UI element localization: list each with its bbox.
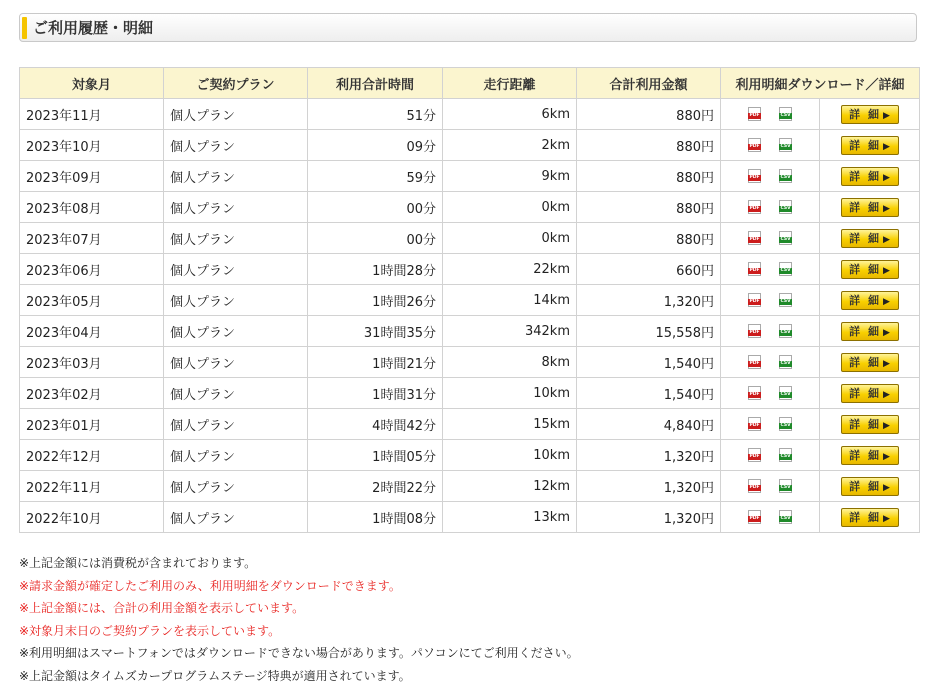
- csv-icon-label: CSV: [780, 516, 791, 521]
- cell-month: 2023年07月: [20, 223, 164, 254]
- cell-detail: [820, 440, 920, 471]
- table-row: [20, 99, 920, 130]
- cell-downloads: [721, 223, 820, 254]
- cell-detail: [820, 347, 920, 378]
- table-row: [20, 378, 920, 409]
- pdf-download-icon[interactable]: [748, 448, 761, 462]
- header-total-time: 利用合計時間: [308, 68, 443, 99]
- accent-bar: [22, 17, 27, 39]
- cell-amount: 1,540円: [577, 378, 721, 409]
- cell-downloads: [721, 285, 820, 316]
- cell-distance: 13km: [443, 502, 577, 533]
- cell-plan: 個人プラン: [164, 130, 308, 161]
- table-header-row: [20, 68, 920, 99]
- csv-icon-label: CSV: [780, 423, 791, 428]
- cell-plan: 個人プラン: [164, 316, 308, 347]
- cell-distance: 0km: [443, 223, 577, 254]
- table-row: [20, 223, 920, 254]
- cell-plan: 個人プラン: [164, 409, 308, 440]
- csv-icon-label: CSV: [780, 268, 791, 273]
- csv-icon-label: CSV: [780, 237, 791, 242]
- cell-amount: 1,320円: [577, 471, 721, 502]
- cell-distance: 12km: [443, 471, 577, 502]
- detail-button-label: 詳 細: [849, 510, 881, 524]
- cell-amount: 880円: [577, 192, 721, 223]
- arrow-right-icon: ▶: [882, 389, 890, 400]
- csv-icon-label: CSV: [780, 175, 791, 180]
- cell-plan: 個人プラン: [164, 285, 308, 316]
- csv-download-icon[interactable]: [779, 262, 792, 276]
- detail-button-label: 詳 細: [849, 293, 881, 307]
- cell-downloads: [721, 471, 820, 502]
- cell-plan: 個人プラン: [164, 192, 308, 223]
- cell-detail: [820, 192, 920, 223]
- cell-month: 2023年04月: [20, 316, 164, 347]
- csv-icon-label: CSV: [780, 206, 791, 211]
- csv-download-icon[interactable]: [779, 510, 792, 524]
- csv-icon-label: CSV: [780, 144, 791, 149]
- csv-download-icon[interactable]: [779, 293, 792, 307]
- cell-amount: 880円: [577, 99, 721, 130]
- cell-detail: [820, 378, 920, 409]
- arrow-right-icon: ▶: [882, 141, 890, 152]
- csv-icon-label: CSV: [780, 361, 791, 366]
- csv-download-icon[interactable]: [779, 107, 792, 121]
- cell-amount: 1,320円: [577, 502, 721, 533]
- cell-distance: 22km: [443, 254, 577, 285]
- pdf-icon-label: PDF: [749, 237, 760, 242]
- csv-icon-label: CSV: [780, 454, 791, 459]
- cell-plan: 個人プラン: [164, 378, 308, 409]
- detail-button[interactable]: [841, 384, 899, 403]
- detail-button[interactable]: [841, 291, 899, 310]
- detail-button-label: 詳 細: [849, 169, 881, 183]
- csv-icon-label: CSV: [780, 113, 791, 118]
- cell-detail: [820, 285, 920, 316]
- cell-month: 2023年05月: [20, 285, 164, 316]
- table-row: [20, 254, 920, 285]
- cell-plan: 個人プラン: [164, 99, 308, 130]
- cell-total-time: 1時間21分: [308, 347, 443, 378]
- cell-total-time: 00分: [308, 192, 443, 223]
- cell-downloads: [721, 316, 820, 347]
- cell-distance: 8km: [443, 347, 577, 378]
- cell-distance: 2km: [443, 130, 577, 161]
- cell-amount: 1,540円: [577, 347, 721, 378]
- cell-distance: 342km: [443, 316, 577, 347]
- csv-icon-label: CSV: [780, 299, 791, 304]
- cell-total-time: 1時間08分: [308, 502, 443, 533]
- cell-month: 2023年11月: [20, 99, 164, 130]
- cell-amount: 880円: [577, 130, 721, 161]
- arrow-right-icon: ▶: [882, 327, 890, 338]
- cell-amount: 4,840円: [577, 409, 721, 440]
- detail-button-label: 詳 細: [849, 355, 881, 369]
- cell-amount: 1,320円: [577, 440, 721, 471]
- cell-downloads: [721, 161, 820, 192]
- detail-button-label: 詳 細: [849, 448, 881, 462]
- cell-month: 2023年03月: [20, 347, 164, 378]
- pdf-icon-label: PDF: [749, 206, 760, 211]
- csv-download-icon[interactable]: [779, 169, 792, 183]
- cell-downloads: [721, 347, 820, 378]
- detail-button-label: 詳 細: [849, 262, 881, 276]
- pdf-icon-label: PDF: [749, 361, 760, 366]
- cell-total-time: 09分: [308, 130, 443, 161]
- detail-button-label: 詳 細: [849, 417, 881, 431]
- pdf-download-icon[interactable]: [748, 355, 761, 369]
- pdf-icon-label: PDF: [749, 144, 760, 149]
- cell-total-time: 2時間22分: [308, 471, 443, 502]
- detail-button[interactable]: [841, 167, 899, 186]
- cell-plan: 個人プラン: [164, 254, 308, 285]
- pdf-download-icon[interactable]: [748, 479, 761, 493]
- cell-plan: 個人プラン: [164, 471, 308, 502]
- detail-button[interactable]: [841, 105, 899, 124]
- pdf-download-icon[interactable]: [748, 293, 761, 307]
- pdf-download-icon[interactable]: [748, 138, 761, 152]
- pdf-icon-label: PDF: [749, 113, 760, 118]
- csv-download-icon[interactable]: [779, 200, 792, 214]
- csv-icon-label: CSV: [780, 485, 791, 490]
- cell-amount: 880円: [577, 223, 721, 254]
- arrow-right-icon: ▶: [882, 513, 890, 524]
- detail-button[interactable]: [841, 446, 899, 465]
- pdf-icon-label: PDF: [749, 330, 760, 335]
- detail-button-label: 詳 細: [849, 138, 881, 152]
- table-row: [20, 192, 920, 223]
- pdf-download-icon[interactable]: [748, 386, 761, 400]
- detail-button[interactable]: [841, 198, 899, 217]
- arrow-right-icon: ▶: [882, 358, 890, 369]
- cell-month: 2023年09月: [20, 161, 164, 192]
- header-total-amount: 合計利用金額: [577, 68, 721, 99]
- cell-amount: 15,558円: [577, 316, 721, 347]
- csv-download-icon[interactable]: [779, 138, 792, 152]
- cell-total-time: 59分: [308, 161, 443, 192]
- csv-download-icon[interactable]: [779, 231, 792, 245]
- header-download-detail: 利用明細ダウンロード／詳細: [721, 68, 920, 99]
- table-row: [20, 316, 920, 347]
- cell-total-time: 4時間42分: [308, 409, 443, 440]
- arrow-right-icon: ▶: [882, 234, 890, 245]
- cell-distance: 6km: [443, 99, 577, 130]
- cell-total-time: 1時間05分: [308, 440, 443, 471]
- note-line: ※請求金額が確定したご利用のみ、利用明細をダウンロードできます。: [19, 578, 401, 593]
- csv-icon-label: CSV: [780, 330, 791, 335]
- table-row: [20, 502, 920, 533]
- cell-distance: 0km: [443, 192, 577, 223]
- cell-total-time: 1時間26分: [308, 285, 443, 316]
- cell-detail: [820, 316, 920, 347]
- arrow-right-icon: ▶: [882, 172, 890, 183]
- csv-download-icon[interactable]: [779, 448, 792, 462]
- note-line: ※上記金額はタイムズカープログラムステージ特典が適用されています。: [19, 668, 411, 683]
- cell-downloads: [721, 130, 820, 161]
- pdf-icon-label: PDF: [749, 175, 760, 180]
- cell-month: 2023年06月: [20, 254, 164, 285]
- csv-icon-label: CSV: [780, 392, 791, 397]
- cell-plan: 個人プラン: [164, 347, 308, 378]
- cell-total-time: 1時間28分: [308, 254, 443, 285]
- pdf-icon-label: PDF: [749, 268, 760, 273]
- pdf-download-icon[interactable]: [748, 107, 761, 121]
- cell-downloads: [721, 409, 820, 440]
- cell-amount: 880円: [577, 161, 721, 192]
- cell-total-time: 31時間35分: [308, 316, 443, 347]
- header-month: 対象月: [20, 68, 164, 99]
- cell-month: 2022年12月: [20, 440, 164, 471]
- table-row: [20, 347, 920, 378]
- cell-distance: 10km: [443, 378, 577, 409]
- pdf-icon-label: PDF: [749, 299, 760, 304]
- cell-downloads: [721, 99, 820, 130]
- pdf-download-icon[interactable]: [748, 231, 761, 245]
- cell-month: 2023年01月: [20, 409, 164, 440]
- detail-button-label: 詳 細: [849, 479, 881, 493]
- cell-total-time: 00分: [308, 223, 443, 254]
- cell-plan: 個人プラン: [164, 161, 308, 192]
- arrow-right-icon: ▶: [882, 110, 890, 121]
- cell-amount: 1,320円: [577, 285, 721, 316]
- pdf-icon-label: PDF: [749, 454, 760, 459]
- cell-distance: 15km: [443, 409, 577, 440]
- table-row: [20, 409, 920, 440]
- arrow-right-icon: ▶: [882, 296, 890, 307]
- detail-button[interactable]: [841, 136, 899, 155]
- detail-button[interactable]: [841, 353, 899, 372]
- cell-month: 2023年10月: [20, 130, 164, 161]
- header-plan: ご契約プラン: [164, 68, 308, 99]
- detail-button-label: 詳 細: [849, 231, 881, 245]
- detail-button-label: 詳 細: [849, 200, 881, 214]
- pdf-download-icon[interactable]: [748, 324, 761, 338]
- note-line: ※上記金額には、合計の利用金額を表示しています。: [19, 601, 305, 616]
- cell-total-time: 51分: [308, 99, 443, 130]
- pdf-download-icon[interactable]: [748, 417, 761, 431]
- detail-button[interactable]: [841, 508, 899, 527]
- note-line: ※上記金額には消費税が含まれております。: [19, 556, 257, 570]
- pdf-icon-label: PDF: [749, 485, 760, 490]
- detail-button-label: 詳 細: [849, 386, 881, 400]
- cell-total-time: 1時間31分: [308, 378, 443, 409]
- pdf-download-icon[interactable]: [748, 200, 761, 214]
- cell-distance: 14km: [443, 285, 577, 316]
- csv-download-icon[interactable]: [779, 386, 792, 400]
- detail-button-label: 詳 細: [849, 107, 881, 121]
- cell-distance: 10km: [443, 440, 577, 471]
- pdf-icon-label: PDF: [749, 392, 760, 397]
- note-line: ※利用明細はスマートフォンではダウンロードできない場合があります。パソコンにてご利用ください。: [19, 646, 579, 661]
- notes: [19, 552, 919, 688]
- cell-downloads: [721, 254, 820, 285]
- cell-month: 2023年08月: [20, 192, 164, 223]
- cell-downloads: [721, 440, 820, 471]
- detail-button[interactable]: [841, 322, 899, 341]
- cell-downloads: [721, 502, 820, 533]
- cell-detail: [820, 409, 920, 440]
- usage-history-table: [19, 67, 920, 533]
- detail-button[interactable]: [841, 229, 899, 248]
- pdf-download-icon[interactable]: [748, 262, 761, 276]
- cell-plan: 個人プラン: [164, 223, 308, 254]
- cell-month: 2022年11月: [20, 471, 164, 502]
- table-row: [20, 440, 920, 471]
- csv-download-icon[interactable]: [779, 355, 792, 369]
- csv-download-icon[interactable]: [779, 479, 792, 493]
- detail-button[interactable]: [841, 477, 899, 496]
- csv-download-icon[interactable]: [779, 417, 792, 431]
- cell-detail: [820, 99, 920, 130]
- table-row: [20, 161, 920, 192]
- cell-distance: 9km: [443, 161, 577, 192]
- cell-detail: [820, 130, 920, 161]
- arrow-right-icon: ▶: [882, 482, 890, 493]
- cell-amount: 660円: [577, 254, 721, 285]
- cell-month: 2023年02月: [20, 378, 164, 409]
- cell-downloads: [721, 378, 820, 409]
- csv-download-icon[interactable]: [779, 324, 792, 338]
- cell-detail: [820, 161, 920, 192]
- pdf-icon-label: PDF: [749, 423, 760, 428]
- pdf-download-icon[interactable]: [748, 510, 761, 524]
- cell-detail: [820, 502, 920, 533]
- cell-month: 2022年10月: [20, 502, 164, 533]
- detail-button[interactable]: [841, 415, 899, 434]
- cell-downloads: [721, 192, 820, 223]
- arrow-right-icon: ▶: [882, 420, 890, 431]
- cell-plan: 個人プラン: [164, 502, 308, 533]
- table-row: [20, 471, 920, 502]
- table-row: [20, 285, 920, 316]
- cell-detail: [820, 471, 920, 502]
- section-header: [19, 13, 917, 42]
- note-line: ※対象月末日のご契約プランを表示しています。: [19, 623, 281, 638]
- cell-detail: [820, 254, 920, 285]
- arrow-right-icon: ▶: [882, 451, 890, 462]
- pdf-download-icon[interactable]: [748, 169, 761, 183]
- section-title: ご利用履歴・明細: [33, 19, 154, 37]
- arrow-right-icon: ▶: [882, 265, 890, 276]
- arrow-right-icon: ▶: [882, 203, 890, 214]
- pdf-icon-label: PDF: [749, 516, 760, 521]
- detail-button[interactable]: [841, 260, 899, 279]
- header-distance: 走行距離: [443, 68, 577, 99]
- table-row: [20, 130, 920, 161]
- cell-detail: [820, 223, 920, 254]
- cell-plan: 個人プラン: [164, 440, 308, 471]
- detail-button-label: 詳 細: [849, 324, 881, 338]
